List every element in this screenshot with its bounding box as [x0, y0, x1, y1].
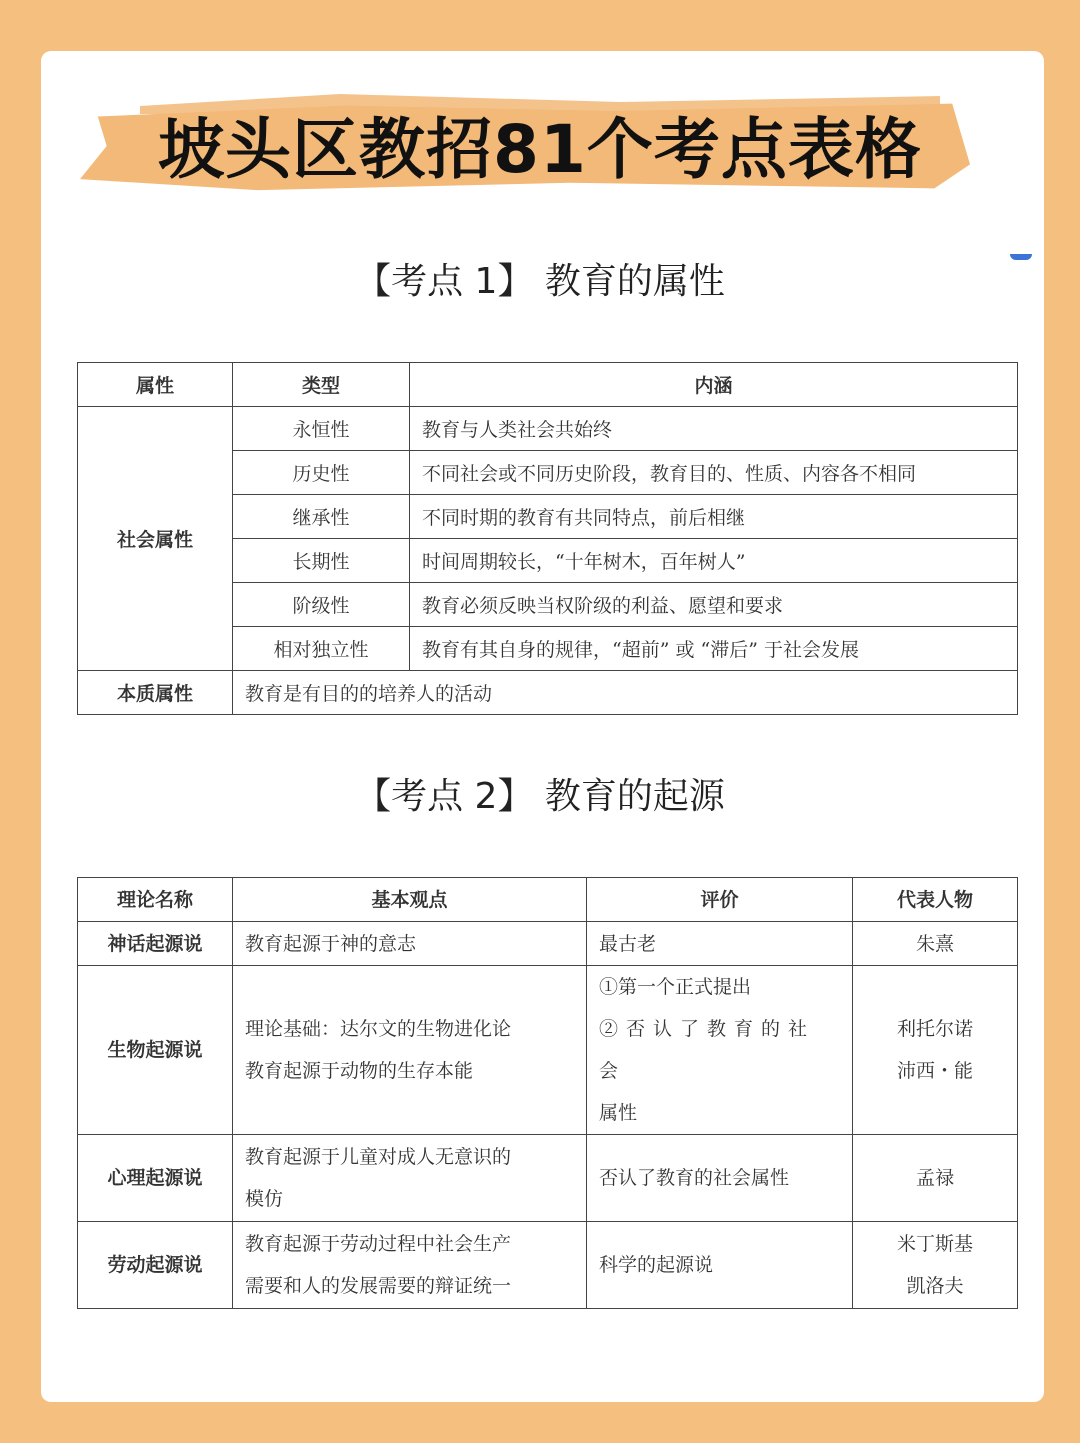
- theory-name-cell: 心理起源说: [78, 1135, 233, 1222]
- header-attribute: 属性: [78, 363, 233, 407]
- representative-cell: 利托尔诺 沛西・能: [853, 966, 1018, 1135]
- theory-name-cell: 生物起源说: [78, 966, 233, 1135]
- evaluation-cell: 否认了教育的社会属性: [587, 1135, 853, 1222]
- content-cell: 不同社会或不同历史阶段，教育目的、性质、内容各不相同: [410, 451, 1018, 495]
- header-basic-view: 基本观点: [233, 878, 587, 922]
- representative-cell: 孟禄: [853, 1135, 1018, 1222]
- theory-name-cell: 劳动起源说: [78, 1222, 233, 1309]
- type-cell: 相对独立性: [233, 627, 410, 671]
- representative-cell: 朱熹: [853, 922, 1018, 966]
- table-header-row: [78, 363, 1018, 407]
- table-row: [78, 1135, 1018, 1222]
- table-header-row: [78, 878, 1018, 922]
- table-row: [78, 1222, 1018, 1309]
- header-type: 类型: [233, 363, 410, 407]
- section-2-title: 【考点 2】 教育的起源: [355, 776, 725, 817]
- view-cell: 教育起源于神的意志: [233, 922, 587, 966]
- education-attributes-table: [77, 362, 1018, 715]
- essence-content-cell: 教育是有目的的培养人的活动: [233, 671, 1018, 715]
- view-cell: 教育起源于儿童对成人无意识的 模仿: [233, 1135, 587, 1222]
- section-1-title: 【考点 1】 教育的属性: [355, 261, 725, 302]
- table-row: [78, 966, 1018, 1135]
- header-theory-name: 理论名称: [78, 878, 233, 922]
- essence-attribute-label: 本质属性: [78, 671, 233, 715]
- table-row: [78, 407, 1018, 451]
- education-origin-table: [77, 877, 1018, 1309]
- content-cell: 时间周期较长，“十年树木，百年树人”: [410, 539, 1018, 583]
- content-cell: 教育与人类社会共始终: [410, 407, 1018, 451]
- evaluation-cell: ①第一个正式提出 ②否认了教育的社会 属性: [587, 966, 853, 1135]
- theory-name-cell: 神话起源说: [78, 922, 233, 966]
- content-cell: 教育必须反映当权阶级的利益、愿望和要求: [410, 583, 1018, 627]
- content-cell: 教育有其自身的规律，“超前” 或 “滞后” 于社会发展: [410, 627, 1018, 671]
- evaluation-cell: 科学的起源说: [587, 1222, 853, 1309]
- view-cell: 教育起源于劳动过程中社会生产 需要和人的发展需要的辩证统一: [233, 1222, 587, 1309]
- type-cell: 永恒性: [233, 407, 410, 451]
- representative-cell: 米丁斯基 凯洛夫: [853, 1222, 1018, 1309]
- header-content: 内涵: [410, 363, 1018, 407]
- type-cell: 长期性: [233, 539, 410, 583]
- type-cell: 历史性: [233, 451, 410, 495]
- table-row: [78, 671, 1018, 715]
- social-attribute-label: 社会属性: [78, 407, 233, 671]
- view-cell: 理论基础：达尔文的生物进化论 教育起源于动物的生存本能: [233, 966, 587, 1135]
- table-row: [78, 922, 1018, 966]
- page-title: 坡头区教招81个考点表格: [158, 111, 922, 188]
- header-representative: 代表人物: [853, 878, 1018, 922]
- header-evaluation: 评价: [587, 878, 853, 922]
- content-cell: 不同时期的教育有共同特点，前后相继: [410, 495, 1018, 539]
- type-cell: 继承性: [233, 495, 410, 539]
- type-cell: 阶级性: [233, 583, 410, 627]
- evaluation-cell: 最古老: [587, 922, 853, 966]
